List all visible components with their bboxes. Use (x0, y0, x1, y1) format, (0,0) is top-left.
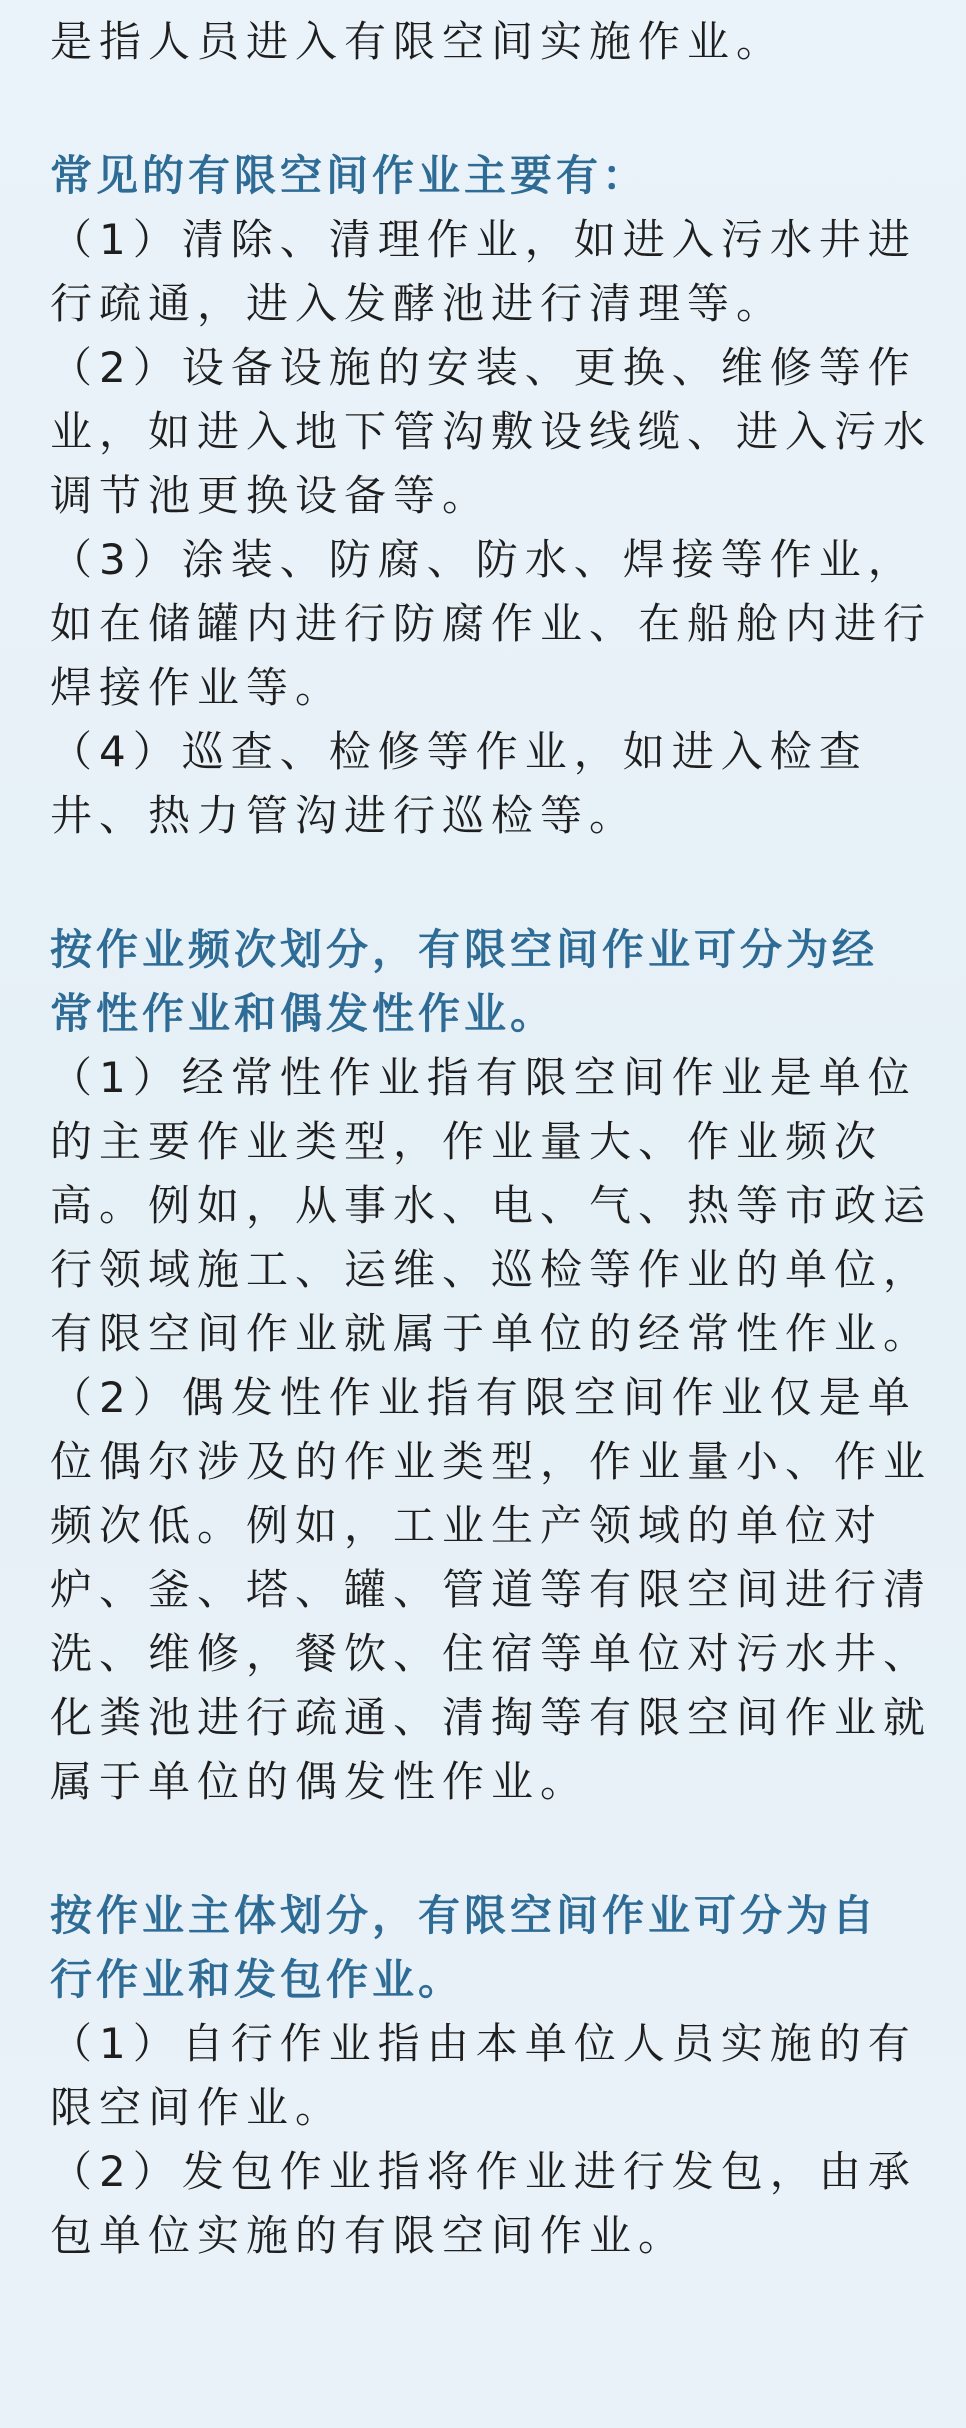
body-line: 频次低。例如，工业生产领域的单位对 (50, 1501, 884, 1550)
body-line: （2）发包作业指将作业进行发包，由承 (50, 2147, 917, 2196)
section-heading (50, 1884, 910, 2012)
body-line: （2）设备设施的安装、更换、维修等作 (50, 343, 917, 392)
section-by-frequency (50, 918, 933, 1814)
body-line: 化粪池进行疏通、清掏等有限空间作业就 (50, 1693, 933, 1742)
body-line: 有限空间作业就属于单位的经常性作业。 (50, 1309, 933, 1358)
section-spacer (50, 74, 910, 144)
body-line: 位偶尔涉及的作业类型，作业量小、作业 (50, 1437, 933, 1486)
body-line: 的主要作业类型，作业量大、作业频次 (50, 1117, 884, 1166)
body-line: （2）偶发性作业指有限空间作业仅是单 (50, 1373, 917, 1422)
body-line: （3）涂装、防腐、防水、焊接等作业， (50, 535, 917, 584)
body-line: （1）经常性作业指有限空间作业是单位 (50, 1053, 917, 1102)
section-heading (50, 918, 910, 1046)
body-line: 行领域施工、运维、巡检等作业的单位， (50, 1245, 933, 1294)
body-line: 调节池更换设备等。 (50, 471, 492, 520)
body-line: 洗、维修，餐饮、住宿等单位对污水井、 (50, 1629, 933, 1678)
body-line: 如在储罐内进行防腐作业、在船舱内进行 (50, 599, 933, 648)
section-by-subject (50, 1884, 917, 2268)
section-spacer (50, 848, 910, 918)
body-line: （1）自行作业指由本单位人员实施的有 (50, 2019, 917, 2068)
intro-paragraph (50, 0, 910, 74)
body-line: 炉、釜、塔、罐、管道等有限空间进行清 (50, 1565, 933, 1614)
body-line: 高。例如，从事水、电、气、热等市政运 (50, 1181, 933, 1230)
heading-line: 行作业和发包作业。 (50, 1955, 465, 2004)
body-line: 业，如进入地下管沟敷设线缆、进入污水 (50, 407, 933, 456)
heading-line: 按作业主体划分，有限空间作业可分为自 (50, 1891, 879, 1940)
body-line: 限空间作业。 (50, 2083, 345, 2132)
section-common-types (50, 144, 933, 848)
heading-line: 常性作业和偶发性作业。 (50, 989, 557, 1038)
section-body (50, 208, 933, 848)
section-body (50, 2012, 917, 2268)
heading-line: 常见的有限空间作业主要有： (50, 151, 649, 200)
body-line: 井、热力管沟进行巡检等。 (50, 791, 639, 840)
section-body (50, 1046, 933, 1814)
body-line: 焊接作业等。 (50, 663, 345, 712)
section-heading (50, 144, 910, 208)
body-line: （1）清除、清理作业，如进入污水井进 (50, 215, 917, 264)
heading-line: 按作业频次划分，有限空间作业可分为经 (50, 925, 879, 974)
body-line: 包单位实施的有限空间作业。 (50, 2211, 688, 2260)
section-spacer (50, 1814, 910, 1884)
body-line: （4）巡查、检修等作业，如进入检查 (50, 727, 868, 776)
body-line: 属于单位的偶发性作业。 (50, 1757, 590, 1806)
intro-line: 是指人员进入有限空间实施作业。 (50, 17, 786, 66)
body-line: 行疏通，进入发酵池进行清理等。 (50, 279, 786, 328)
